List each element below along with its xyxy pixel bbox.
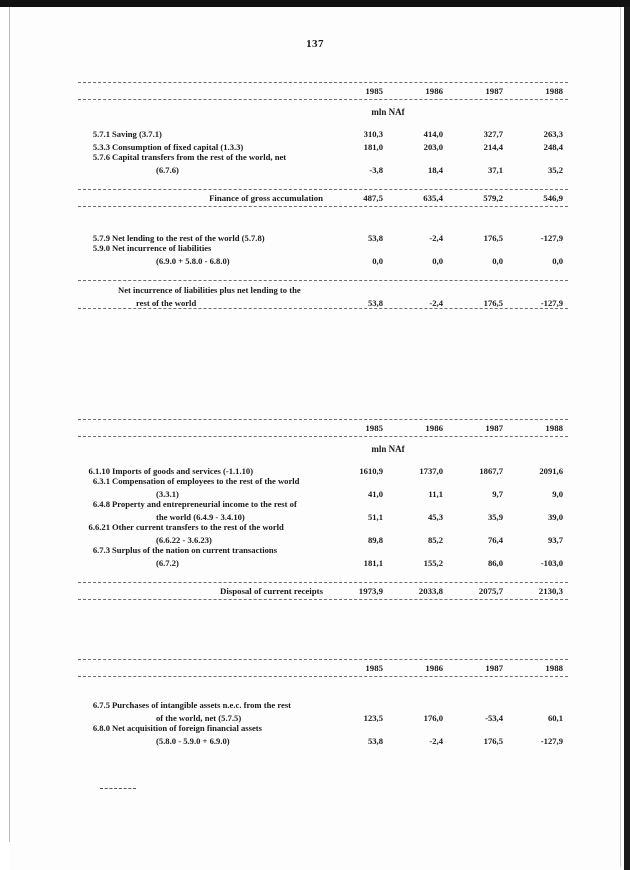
capital-finance-total [78,190,568,206]
empty-cell [388,723,448,733]
year-header-1985: 1985 [365,663,383,673]
empty-cell [328,700,388,710]
row-value-1988: 35,2 [547,165,563,175]
empty-cell [448,281,508,295]
row-value-1988: 60,1 [547,713,563,723]
year-header-1985: 1985 [365,86,383,96]
empty-cell [388,545,448,555]
unit-row [78,100,568,126]
empty-cell [78,555,112,568]
financial-assets-body [78,677,568,746]
table-row-wrap-first-line [78,476,568,486]
scan-right-edge-band [624,7,630,870]
year-header-1987: 1987 [485,423,503,433]
empty-cell [328,152,388,162]
empty-cell [78,253,112,266]
row-code: 5.3.3 [92,142,110,152]
row-value-1986: -2,4 [429,233,443,243]
row-value-1986: 414,0 [423,129,443,139]
row-spacer [78,677,568,691]
empty-cell [388,243,448,253]
column-header-row [78,660,568,676]
year-header-1986: 1986 [425,663,443,673]
table-row-wrap-first-line [78,545,568,555]
empty-cell [78,532,112,545]
table-row-wrap-second-line [78,509,568,522]
row-value-1985: -3,8 [369,165,383,175]
row-value-1985: 89,8 [367,535,383,545]
row-label-continuation: (6.9.0 + 5.8.0 - 6.8.0) [156,256,230,266]
table-row-wrap-second-line [78,162,568,175]
empty-cell [508,281,568,295]
row-label-continuation: (6.7.2) [156,558,179,568]
total-value-1985: 53,8 [367,298,384,308]
empty-cell [78,486,112,499]
row-value-1986: 45,3 [427,512,443,522]
row-value-1986: 176,0 [423,713,443,723]
empty-cell [328,243,388,253]
row-value-1985: 310,3 [363,129,383,139]
table-row-wrap-second-line [78,532,568,545]
empty-cell [78,162,112,175]
total-row [78,190,568,206]
total-label: Disposal of current receipts [219,586,323,596]
unit-spacer-right [448,100,568,126]
header-spacer-label [112,83,328,99]
total-value-1986: -2,4 [429,298,444,308]
row-value-1985: 0,0 [372,256,383,266]
table-row-wrap-first-line [78,152,568,162]
column-header-row [78,420,568,436]
empty-cell [448,723,508,733]
row-code: 6.7.5 [92,700,110,710]
empty-cell [78,733,112,746]
empty-cell [78,710,112,723]
total2-bottom-rule [78,308,568,309]
table-row [78,126,568,139]
row-value-1985: 53,8 [367,233,383,243]
empty-cell [508,243,568,253]
table-row-wrap-second-line [78,253,568,266]
row-value-1988: 263,3 [543,129,563,139]
year-header-1986: 1986 [425,423,443,433]
total-value-1986: 635,4 [423,193,444,203]
table-row-wrap-first-line [78,243,568,253]
total-value-1988: 546,9 [543,193,564,203]
row-code: 6.3.1 [92,476,110,486]
row-value-1986: 203,0 [423,142,443,152]
current-disposal-body [78,437,568,582]
row-value-1988: 39,0 [547,512,563,522]
row-code: 6.7.3 [92,545,110,555]
total-bottom-rule [78,599,568,600]
row-code: 6.1.10 [88,466,110,476]
empty-cell [448,476,508,486]
row-value-1987: 176,5 [483,233,503,243]
scan-top-edge-band [0,0,630,7]
header-spacer [78,660,112,676]
row-value-1987: 327,7 [483,129,503,139]
row-code: 6.6.21 [88,522,110,532]
empty-cell [388,522,448,532]
row-value-1986: 1737,0 [419,466,443,476]
table-row-wrap-second-line [78,555,568,568]
row-value-1988: 93,7 [547,535,563,545]
row-label: Capital transfers from the rest of the world, net [112,152,287,162]
table-row-wrap-second-line [78,733,568,746]
header-spacer [78,420,112,436]
empty-cell [508,545,568,555]
empty-cell [508,476,568,486]
total-row-second-line [78,295,568,308]
year-header-1987: 1987 [485,663,503,673]
scan-left-edge-line [9,7,10,842]
empty-cell [388,476,448,486]
empty-cell [448,152,508,162]
year-header-1986: 1986 [425,86,443,96]
total-row-first-line [78,281,568,295]
row-code: 6.8.0 [92,723,110,733]
table-row-wrap-first-line [78,700,568,710]
empty-cell [448,545,508,555]
row-label-continuation: the world (6.4.9 - 3.4.10) [156,512,245,522]
row-label: Other current transfers to the rest of the world [112,522,284,532]
capital-finance-total-2 [78,281,568,308]
year-header-1988: 1988 [545,423,563,433]
row-value-1986: 85,2 [427,535,443,545]
row-label: Compensation of employees to the rest of the world [112,476,300,486]
table-row [78,230,568,243]
total-row [78,583,568,599]
row-value-1988: -127,9 [540,233,563,243]
row-spacer [78,691,568,700]
total-value-1985: 1973,9 [358,586,383,596]
header-spacer-label [112,660,328,676]
empty-cell [508,499,568,509]
financial-assets-header [78,660,568,676]
scan-right-edge-line [620,7,621,867]
row-value-1986: -2,4 [429,736,443,746]
row-value-1985: 181,0 [363,142,383,152]
row-value-1987: -53,4 [485,713,503,723]
table-row-wrap-first-line [78,499,568,509]
row-spacer [78,175,568,189]
total-value-1986: 2033,8 [418,586,443,596]
empty-cell [508,152,568,162]
row-value-1988: 248,4 [543,142,563,152]
row-label-continuation: (6.6.22 - 3.6.23) [156,535,212,545]
table-financial-assets [78,659,568,746]
row-value-1987: 86,0 [487,558,503,568]
year-header-1985: 1985 [365,423,383,433]
row-label-continuation: of the world, net (5.7.5) [156,713,242,723]
empty-cell [328,545,388,555]
row-value-1988: 9,0 [552,489,563,499]
year-header-1988: 1988 [545,663,563,673]
unit-row [78,437,568,463]
table-row-wrap-first-line [78,522,568,532]
row-label: Consumption of fixed capital (1.3.3) [112,142,244,152]
row-label-continuation: (5.8.0 - 5.9.0 + 6.9.0) [156,736,230,746]
empty-cell [328,281,388,295]
empty-cell [388,700,448,710]
unit-spacer [78,437,328,463]
total-label: Finance of gross accumulation [209,193,324,203]
table-row-wrap-second-line [78,486,568,499]
capital-finance-body [78,100,568,189]
row-label-continuation: (6.7.6) [156,165,179,175]
row-label-continuation: (3.3.1) [156,489,179,499]
empty-cell [328,723,388,733]
row-value-1987: 176,5 [483,736,503,746]
total-label: Net incurrence of liabilities plus net lending to the [118,285,301,295]
row-code: 5.7.1 [92,129,110,139]
row-label: Surplus of the nation on current transactions [112,545,278,555]
current-disposal-total [78,583,568,599]
row-value-1985: 1610,9 [359,466,383,476]
row-value-1985: 53,8 [367,736,383,746]
empty-cell [388,281,448,295]
capital-finance-table [78,83,568,99]
empty-cell [448,522,508,532]
row-value-1987: 1867,7 [479,466,503,476]
row-value-1988: -127,9 [540,736,563,746]
row-value-1988: -103,0 [540,558,563,568]
row-value-1985: 51,1 [367,512,383,522]
unit-spacer [78,100,328,126]
row-label: Imports of goods and services (-1.1.10) [112,466,254,476]
table-row [78,139,568,152]
row-spacer [78,221,568,230]
total-value-1985: 487,5 [363,193,384,203]
year-header-1988: 1988 [545,86,563,96]
total-value-1988: -127,9 [540,298,564,308]
row-code: 6.4.8 [92,499,110,509]
row-value-1986: 18,4 [427,165,443,175]
empty-cell [448,243,508,253]
row-spacer [78,207,568,221]
empty-cell [328,476,388,486]
row-value-1985: 41,0 [367,489,383,499]
row-value-1987: 0,0 [492,256,503,266]
row-label: Saving (3.7.1) [112,129,162,139]
row-label: Net lending to the rest of the world (5.7.8) [112,233,265,243]
empty-cell [388,499,448,509]
page-number: 137 [306,38,324,50]
year-header-1987: 1987 [485,86,503,96]
total-value-1987: 2075,7 [478,586,503,596]
empty-cell [388,152,448,162]
total-value-1987: 579,2 [483,193,504,203]
total-value-1987: 176,5 [483,298,504,308]
empty-cell [508,522,568,532]
capital-finance-body-2 [78,207,568,280]
empty-cell [448,700,508,710]
total-label-continuation: rest of the world [136,298,197,308]
current-disposal-header [78,420,568,436]
unit-label: mln NAf [371,444,405,454]
row-value-1987: 9,7 [492,489,503,499]
empty-cell [328,499,388,509]
empty-cell [328,522,388,532]
table-row-wrap-second-line [78,710,568,723]
empty-cell [448,499,508,509]
row-value-1987: 35,9 [487,512,503,522]
unit-spacer-right [448,437,568,463]
row-code: 5.7.9 [92,233,110,243]
row-value-1986: 11,1 [428,489,443,499]
row-label: Property and entrepreneurial income to the rest of [112,499,297,509]
row-label: Net acquisition of foreign financial assets [112,723,262,733]
footnote-separator-rule [100,788,136,789]
total-value-1988: 2130,3 [538,586,563,596]
row-spacer [78,266,568,280]
row-value-1987: 37,1 [487,165,503,175]
table-capital-finance [78,82,568,309]
row-value-1985: 181,1 [363,558,383,568]
row-code: 5.9.0 [92,243,110,253]
empty-cell [508,700,568,710]
row-value-1987: 76,4 [487,535,503,545]
row-value-1988: 2091,6 [539,466,563,476]
empty-cell [78,509,112,522]
header-spacer [78,83,112,99]
row-value-1985: 123,5 [363,713,383,723]
unit-label: mln NAf [371,107,405,117]
row-label: Purchases of intangible assets n.e.c. from the rest [112,700,292,710]
row-code: 5.7.6 [92,152,110,162]
table-row [78,463,568,476]
row-value-1987: 214,4 [483,142,503,152]
table-row-wrap-first-line [78,723,568,733]
header-spacer-label [112,420,328,436]
row-value-1986: 0,0 [432,256,443,266]
row-label: Net incurrence of liabilities [112,243,212,253]
column-header-row [78,83,568,99]
row-value-1988: 0,0 [552,256,563,266]
row-spacer [78,568,568,582]
empty-cell [508,723,568,733]
row-value-1986: 155,2 [423,558,443,568]
table-current-disposal [78,419,568,600]
